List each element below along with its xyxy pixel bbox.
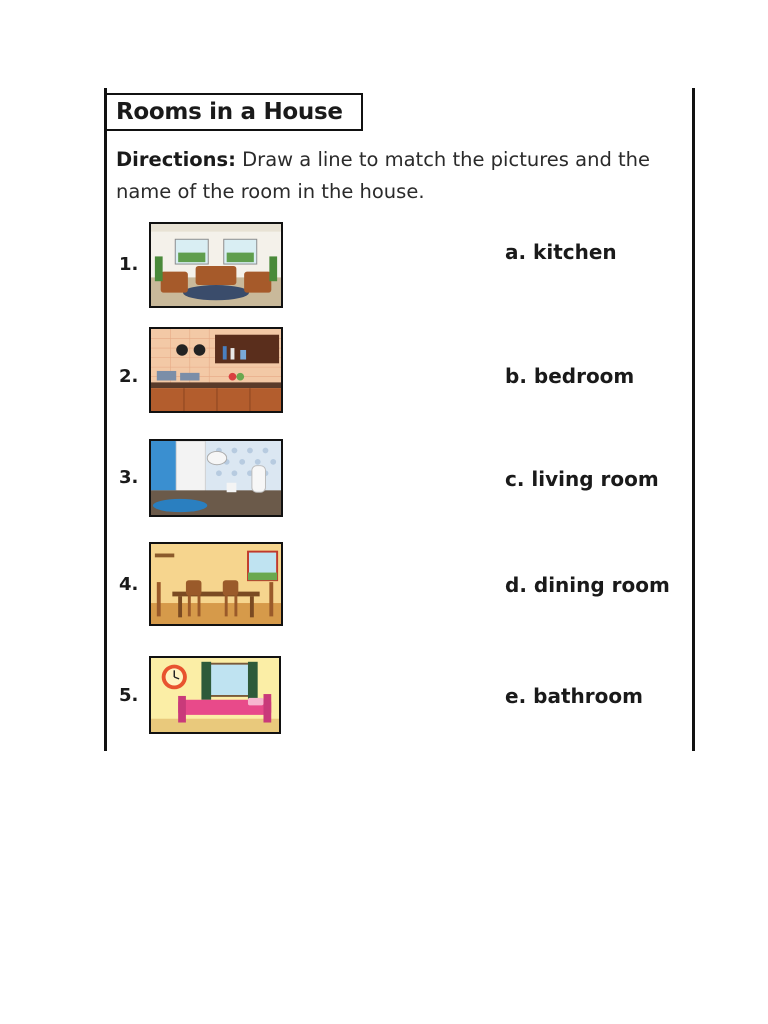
dining-room-picture[interactable] (149, 542, 283, 626)
living-room-picture[interactable] (149, 222, 283, 308)
worksheet-right-border (692, 88, 695, 751)
kitchen-picture[interactable] (149, 327, 283, 413)
worksheet-left-border (104, 88, 107, 751)
item-number-1: 1. (119, 254, 139, 275)
choice-c: c. living room (505, 467, 659, 491)
directions-label: Directions: (116, 148, 236, 171)
choice-a: a. kitchen (505, 240, 617, 264)
choice-d: d. dining room (505, 573, 670, 597)
choice-e: e. bathroom (505, 684, 643, 708)
item-number-5: 5. (119, 685, 139, 706)
worksheet-title: Rooms in a House (106, 93, 363, 131)
bathroom-picture[interactable] (149, 439, 283, 517)
item-number-3: 3. (119, 467, 139, 488)
bedroom-picture[interactable] (149, 656, 281, 734)
item-number-4: 4. (119, 574, 139, 595)
choice-b: b. bedroom (505, 364, 635, 388)
directions-text: Draw a line to match the pictures and the name of the room in the house. (116, 148, 651, 203)
item-number-2: 2. (119, 366, 139, 387)
directions (116, 144, 676, 208)
